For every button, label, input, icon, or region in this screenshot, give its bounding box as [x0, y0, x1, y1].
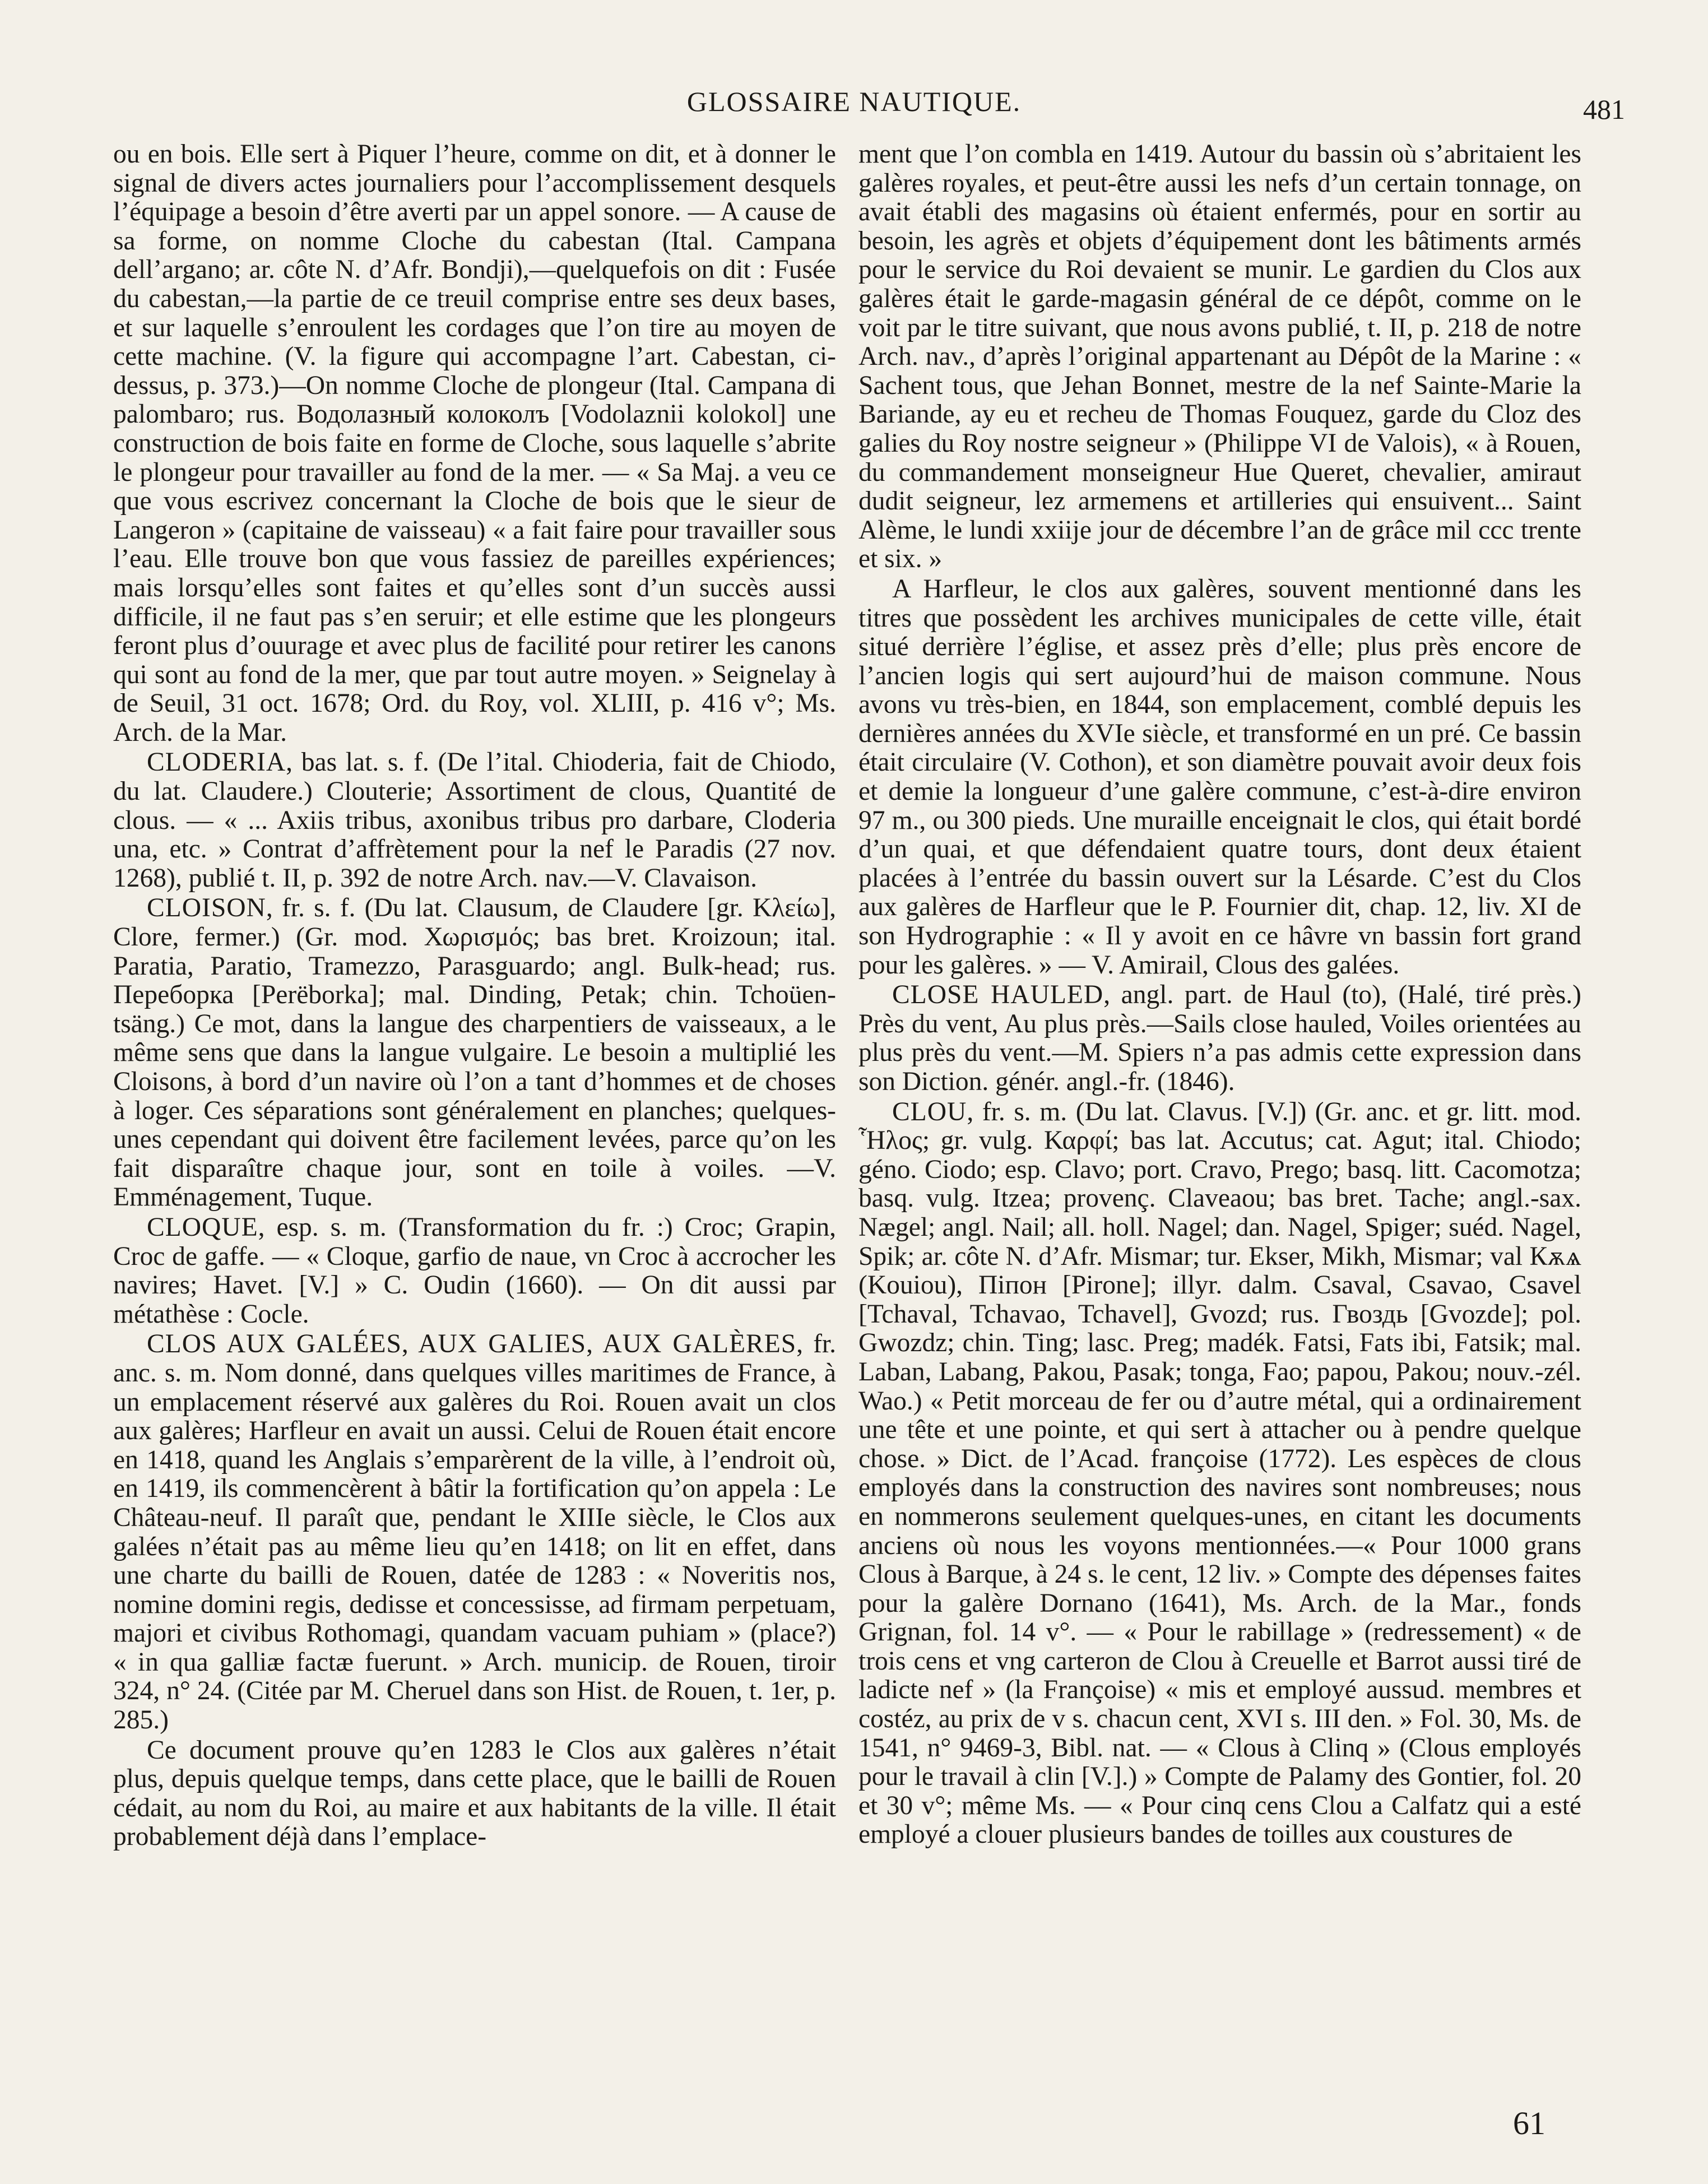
entry-cloderia [113, 748, 836, 893]
headword: CLODERIA [147, 748, 286, 777]
entry-text: , fr. anc. s. m. Nom donné, dans quelques villes maritimes de France, à un emplacement réservé aux galères du Roi. Rouen avait un clos aux galères; Harfleur en avait un aussi. Celui de Rouen était encore en 1418, quand les Anglais s’emparèrent de la ville, à l’endroit où, en 1419, ils commencèrent à bâtir la fortification qu’on appela : Le Château-neuf. Il paraît que, pendant le XIIIe siècle, le Clos aux galées n’était pas au même lieu qu’en 1418; on lit en effet, dans une charte du bailli de Rouen, datée de 1283 : « Noveritis nos, nomine domini regis, dedisse et concessisse, ad firmam perpetuam, majori et civibus Rothomagi, quandam vacuam puhiam » (place?) « in qua galliæ factæ fuerunt. » Arch. municip. de Rouen, tiroir 324, n° 24. (Citée par M. Cheruel dans son Hist. de Rouen, t. 1er, p. 285.) [113, 1329, 836, 1735]
paragraph-continued: ment que l’on combla en 1419. Autour du bassin où s’abritaient les galères royales, et peut-être aussi les nefs d’un certain tonnage, on avait établi des magasins où étaient enfermés, pour en sortir au besoin, les agrès et objets d’équipement dont les bâtiments armés pour le service du Roi devaient se munir. Le gardien du Clos aux galères était le garde-magasin général de ce dépôt, comme on le voit par le titre suivant, que nous avons publié, t. II, p. 218 de notre Arch. nav., d’après l’original appartenant au Dépôt de la Marine : « Sachent tous, que Jehan Bonnet, mestre de la nef Sainte-Marie la Bariande, ay eu et recheu de Thomas Fouquez, garde du Cloz des galies du Roy nostre seigneur » (Philippe VI de Valois), « à Rouen, du commandement monseigneur Hue Queret, chevalier, amiraut dudit seigneur, lez armemens et artilleries qui ensuivent... Saint Alème, le lundi xxiije jour de décembre l’an de grâce mil ccc trente et six. » [858, 140, 1581, 574]
entry-text: , fr. s. m. (Du lat. Clavus. [V.]) (Gr. anc. et gr. litt. mod. Ἧλος; gr. vulg. Καρφί; bas lat. Accutus; cat. Agut; ital. Chiodo; géno. Ciodo; esp. Clavo; port. Cravo, Prego; basq. litt. Cacomotza; basq. vulg. Itzea; provenç. Claveaou; bas bret. Tache; angl.-sax. Nægel; angl. Nail; all. holl. Nagel; dan. Nagel, Spiger; suéd. Nagel, Spik; ar. côte N. d’Afr. Mismar; tur. Ekser, Mikh, Mismar; val Кѫѧ (Kouiou), Пiпон [Pirone]; illyr. dalm. Csaval, Csavao, Csavel [Tchaval, Tchavao, Tchavel], Gvozd; rus. Гвоздь [Gvozde]; pol. Gwozdz; chin. Ting; lasc. Preg; madék. Fatsi, Fats ibi, Fatsik; mal. Laban, Labang, Pakou, Pasak; tonga, Fao; papou, Pakou; nouv.-zél. Wao.) « Petit morceau de fer ou d’autre métal, qui a ordinairement une tête et une pointe, et qui sert à attacher ou à pendre quelque chose. » Dict. de l’Acad. françoise (1772). Les espèces de clous employés dans la construction des navires sont nombreuses; nous en nommerons seulement quelques-unes, en citant les documents anciens où nous les voyons mentionnées.—« Pour 1000 grans Clous à Barque, à 24 s. le cent, 12 liv. » Compte des dépenses faites pour la galère Dornano (1641), Ms. Arch. de la Mar., fonds Grignan, fol. 14 v°. — « Pour le rabillage » (redressement) « de trois cens et vng carteron de Clou à Creuelle et Barrot aussi tiré de ladicte nef » (la Françoise) « mis et employé aussud. membres et costéz, au prix de v s. chacun cent, XVI s. III den. » Fol. 30, Ms. de 1541, n° 9469-3, Bibl. nat. — « Clous à Clinq » (Clous employés pour le travail à clin [V.].) » Compte de Palamy des Gontier, fol. 20 et 30 v°; même Ms. — « Pour cinq cens Clou a Calfatz qui a esté employé a clouer plusieurs bandes de toilles aux coustures de [858, 1097, 1581, 1849]
running-head-title: GLOSSAIRE NAUTIQUE. [686, 86, 1022, 117]
paragraph: A Harfleur, le clos aux galères, souvent mentionné dans les titres que possèdent les archives municipales de cette ville, était situé derrière l’église, et assez près d’elle; plus près encore de l’ancien logis qui sert aujourd’hui de maison commune. Nous avons vu très-bien, en 1844, son emplacement, comblé depuis les dernières années du XVIe siècle, et transformé en un pré. Ce bassin était circulaire (V. Cothon), et son diamètre pouvait avoir deux fois et demie la longueur d’une galère commune, c’est-à-dire environ 97 m., ou 300 pieds. Une muraille enceignait le clos, qui était bordé d’un quai, et que défendaient quatre tours, dont deux étaient placées à l’entrée du bassin ouvert sur la Lésarde. C’est du Clos aux galères de Harfleur que le P. Fournier dit, chap. 12, liv. XI de son Hydrographie : « Il y avoit en ce hâvre vn bassin fort grand pour les galères. » — V. Amirail, Clous des galées. [858, 574, 1581, 980]
paragraph-continued: ou en bois. Elle sert à Piquer l’heure, comme on dit, et à donner le signal de divers actes journaliers pour l’accomplissement desquels l’équipage a besoin d’être averti par un appel sonore. — A cause de sa forme, on nomme Cloche du cabestan (Ital. Campana dell’argano; ar. côte N. d’Afr. Bondji),—quelquefois on dit : Fusée du cabestan,—la partie de ce treuil comprise entre ses deux bases, et sur laquelle s’enroulent les cordages que l’on tire au moyen de cette machine. (V. la figure qui accompagne l’art. Cabestan, ci-dessus, p. 373.)—On nomme Cloche de plongeur (Ital. Campana di palombaro; rus. Водолазный колоколъ [Vodolaznii kolokol] une construction de bois faite en forme de Cloche, sous laquelle s’abrite le plongeur pour travailler au fond de la mer. — « Sa Maj. a veu ce que vous escrivez concernant la Cloche de bois que le sieur de Langeron » (capitaine de vaisseau) « a fait faire pour travailler sous l’eau. Elle trouve bon que vous fassiez de pareilles expériences; mais lorsqu’elles sont faites et qu’elles sont d’un succès aussi difficile, il ne faut pas s’en seruir; et elle estime que les plongeurs feront plus d’ouurage et avec plus de facilité pour retirer les canons qui sont au fond de la mer, que par tout autre moyen. » Seignelay à de Seuil, 31 oct. 1678; Ord. du Roy, vol. XLIII, p. 416 v°; Ms. Arch. de la Mar. [113, 140, 836, 747]
entry-cloison [113, 894, 836, 1212]
entry-text: , esp. s. m. (Transformation du fr. :) Croc; Grapin, Croc de gaffe. — « Cloque, garfio de naue, vn Croc à accrocher les navires; Havet. [V.] » C. Oudin (1660). — On dit aussi par métathèse : Cocle. [113, 1212, 836, 1329]
entry-cloque [113, 1213, 836, 1329]
entry-text: , angl. part. de Haul (to), (Halé, tiré près.) Près du vent, Au plus près.—Sails close hauled, Voiles orientées au plus près du vent.—M. Spiers n’a pas admis cette expression dans son Diction. génér. angl.-fr. (1846). [858, 980, 1581, 1096]
right-column [858, 140, 1581, 2034]
left-column [113, 140, 836, 2034]
entry-close-hauled [858, 981, 1581, 1096]
headword: CLOSE HAULED [892, 980, 1104, 1010]
headword: CLOQUE [147, 1212, 258, 1242]
headword: CLOS AUX GALÉES, AUX GALIES, AUX GALÈRES [147, 1329, 797, 1359]
entry-text: , fr. s. f. (Du lat. Clausum, de Claudere [gr. Κλείω], Clore, fermer.) (Gr. mod. Χωρισμός; bas bret. Kroizoun; ital. Paratia, Paratio, Tramezzo, Parasguardo; angl. Bulk-head; rus. Переборка [Perëborka]; mal. Dinding, Petak; chin. Tchoüen-tsäng.) Ce mot, dans la langue des charpentiers de vaisseaux, a le même sens que dans la langue vulgaire. Le besoin a multiplié les Cloisons, à bord d’un navire où l’on a tant d’hommes et de choses à loger. Ces séparations sont généralement en planches; quelques-unes cependant qui doivent être facilement levées, parce qu’on les fait disparaître chaque jour, sont en toile à voiles. —V. Emménagement, Tuque. [113, 893, 836, 1212]
signature-mark: 61 [1513, 2105, 1545, 2141]
headword: CLOU [892, 1097, 967, 1126]
page-number: 481 [1583, 94, 1625, 125]
entry-text: , bas lat. s. f. (De l’ital. Chioderia, fait de Chiodo, du lat. Claudere.) Clouterie; Assortiment de clous, Quantité de clous. — « ... Axiis tribus, axonibus tribus pro darbare, Cloderia una, etc. » Contrat d’affrètement pour la nef le Paradis (27 nov. 1268), publié t. II, p. 392 de notre Arch. nav.—V. Clavaison. [113, 748, 836, 893]
paragraph: Ce document prouve qu’en 1283 le Clos aux galères n’était plus, depuis quelque temps, dans cette place, que le bailli de Rouen cédait, au nom du Roi, au maire et aux habitants de la ville. Il était probablement déjà dans l’emplace- [113, 1735, 836, 1852]
entry-clos-aux-galees [113, 1330, 836, 1735]
entry-clou [858, 1098, 1581, 1849]
headword: CLOISON [147, 893, 266, 923]
